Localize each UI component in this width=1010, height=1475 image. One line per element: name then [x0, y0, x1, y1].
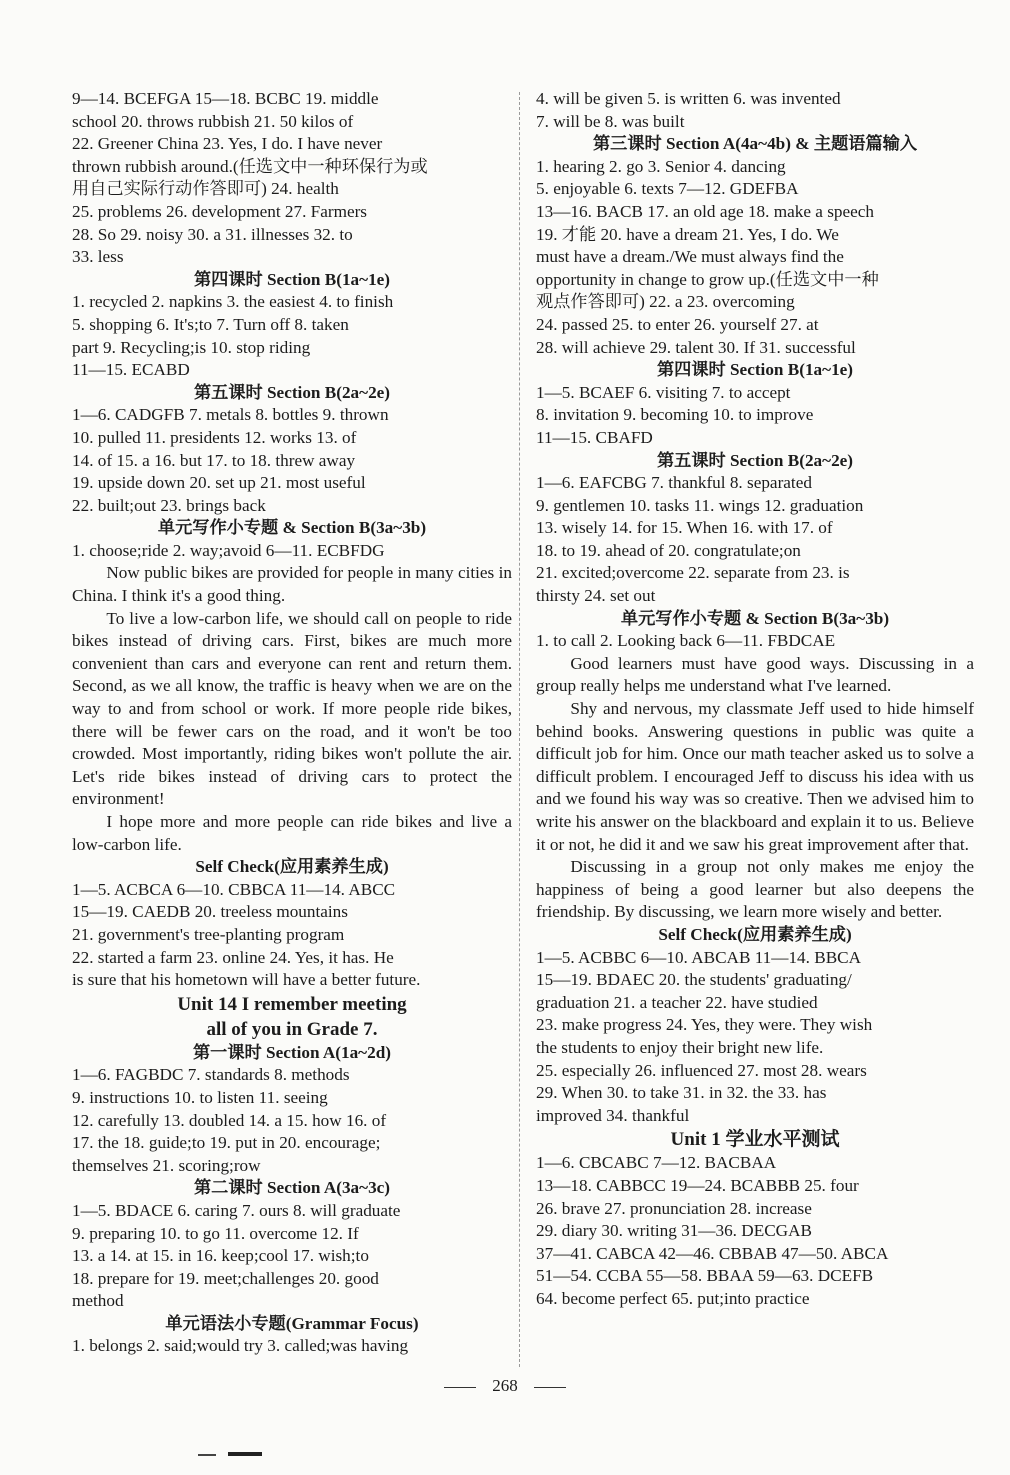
page-number: 268	[492, 1376, 518, 1395]
answer-line: 24. passed 25. to enter 26. yourself 27. at	[536, 314, 819, 334]
answer-line: 1—6. CBCABC 7—12. BACBAA	[536, 1153, 777, 1173]
answer-line: 37—41. CABCA 42—46. CBBAB 47—50. ABCA	[536, 1243, 889, 1263]
section-heading: 第五课时 Section B(2a~2e)	[656, 450, 854, 470]
answer-line: 1. choose;ride 2. way;avoid 6—11. ECBFDG	[72, 540, 385, 560]
section-heading: 第一课时 Section A(1a~2d)	[192, 1042, 391, 1062]
section-heading: 单元写作小专题 & Section B(3a~3b)	[157, 518, 427, 538]
answer-line: 5. enjoyable 6. texts 7—12. GDEFBA	[536, 179, 799, 199]
answer-line: 1—5. ACBCA 6—10. CBBCA 11—14. ABCC	[72, 879, 396, 899]
answer-line: 9. preparing 10. to go 11. overcome 12. If	[72, 1223, 359, 1243]
answer-line: 22. started a farm 23. online 24. Yes, it has. He	[72, 947, 394, 967]
answer-line: 13. a 14. at 15. in 16. keep;cool 17. wish;to	[72, 1246, 369, 1266]
answer-line: the students to enjoy their bright new life.	[536, 1037, 824, 1057]
answer-line: 28. will achieve 29. talent 30. If 31. successful	[536, 337, 856, 357]
footer-dash-left	[444, 1387, 476, 1388]
section-heading: 第三课时 Section A(4a~4b) & 主题语篇输入	[592, 134, 918, 154]
answer-line: 1—5. BCAEF 6. visiting 7. to accept	[536, 382, 791, 402]
answer-line: 33. less	[72, 247, 124, 267]
writing-paragraph: I hope more and more people can ride bikes and live a low-carbon life.	[72, 812, 512, 854]
right-column	[536, 88, 974, 1310]
section-heading: 单元语法小专题(Grammar Focus)	[165, 1313, 419, 1333]
writing-paragraph: Discussing in a group not only makes me enjoy the happiness of being a good learner but also deepens the friendship. By discussing, we learn more wisely and better.	[536, 857, 974, 922]
answer-line: 1—6. FAGBDC 7. standards 8. methods	[72, 1065, 350, 1085]
writing-paragraph: Shy and nervous, my classmate Jeff used to hide himself behind books. Answering questions in public was quite a difficult job for him. Once our math teacher asked us to solve a difficult problem. I encouraged Jeff to discuss his idea with us and we found his way was so creative. Then we advised him to write his answer on the blackboard and explain it to us. Believe it or not, he did it and we saw his great improvement after that.	[536, 699, 974, 854]
answer-line: 22. Greener China 23. Yes, I do. I have never	[72, 134, 383, 154]
section-heading: 第四课时 Section B(1a~1e)	[193, 269, 391, 289]
page-footer	[0, 1376, 1010, 1396]
writing-paragraph: To live a low-carbon life, we should call on people to ride bikes instead of driving cars. First, bikes are much more convenient than cars and everyone can rent and return them. Second, as we all know, the traffic is heavy when we are on the way to and from school or work. If more people ride bikes, there will be fewer cars on the road, and it won't be too crowded. Most importantly, riding bikes won't pollute the air. Let's ride bikes instead of driving cars to protect the environment!	[72, 608, 512, 809]
answer-line: 15—19. CAEDB 20. treeless mountains	[72, 902, 348, 922]
answer-line: improved 34. thankful	[536, 1105, 690, 1125]
answer-line: 21. government's tree-planting program	[72, 924, 345, 944]
answer-line: 1. hearing 2. go 3. Senior 4. dancing	[536, 156, 786, 176]
answer-line: 13—18. CABBCC 19—24. BCABBB 25. four	[536, 1175, 859, 1195]
answer-line: opportunity in change to grow up.(任选文中一种	[536, 269, 879, 289]
answer-line: 13. wisely 14. for 15. When 16. with 17. of	[536, 518, 833, 538]
answer-line: part 9. Recycling;is 10. stop riding	[72, 337, 311, 357]
answer-line: thirsty 24. set out	[536, 586, 656, 606]
answer-line: 17. the 18. guide;to 19. put in 20. encourage;	[72, 1133, 381, 1153]
answer-line: 1—6. CADGFB 7. metals 8. bottles 9. thrown	[72, 405, 389, 425]
answer-line: 9. gentlemen 10. tasks 11. wings 12. graduation	[536, 495, 864, 515]
answer-line: themselves 21. scoring;row	[72, 1155, 261, 1175]
answer-line: 1—5. ACBBC 6—10. ABCAB 11—14. BBCA	[536, 947, 862, 967]
answer-line: 19. 才能 20. have a dream 21. Yes, I do. We	[536, 224, 839, 244]
answer-line: 19. upside down 20. set up 21. most useful	[72, 473, 366, 493]
answer-line: 1. to call 2. Looking back 6—11. FBDCAE	[536, 631, 836, 651]
unit-heading: Unit 14 I remember meeting	[177, 993, 407, 1015]
section-heading: 第二课时 Section A(3a~3c)	[193, 1178, 391, 1198]
footer-dash-right	[534, 1387, 566, 1388]
answer-line: 25. problems 26. development 27. Farmers	[72, 201, 367, 221]
unit-heading: Unit 1 学业水平测试	[670, 1129, 840, 1151]
answer-line: 7. will be 8. was built	[536, 111, 685, 131]
answer-line: 25. especially 26. influenced 27. most 28. wears	[536, 1060, 867, 1080]
section-heading: 第五课时 Section B(2a~2e)	[193, 382, 391, 402]
column-divider	[519, 92, 520, 1367]
answer-line: thrown rubbish around.(任选文中一种环保行为或	[72, 156, 428, 176]
answer-line: 26. brave 27. pronunciation 28. increase	[536, 1198, 812, 1218]
scan-mark	[198, 1454, 216, 1456]
writing-paragraph: Now public bikes are provided for people in many cities in China. I think it's a good thing.	[72, 563, 512, 606]
answer-line: 9—14. BCEFGA 15—18. BCBC 19. middle	[72, 89, 379, 108]
section-heading: 单元写作小专题 & Section B(3a~3b)	[620, 608, 890, 628]
answer-line: 22. built;out 23. brings back	[72, 495, 266, 515]
answer-line: 64. become perfect 65. put;into practice	[536, 1288, 810, 1308]
answer-line: 9. instructions 10. to listen 11. seeing	[72, 1087, 328, 1107]
answer-line: 14. of 15. a 16. but 17. to 18. threw away	[72, 450, 356, 470]
answer-line: 23. make progress 24. Yes, they were. They wish	[536, 1015, 873, 1035]
scan-mark	[228, 1452, 262, 1456]
answer-line: 用自己实际行动作答即可) 24. health	[72, 179, 339, 199]
answer-line: 8. invitation 9. becoming 10. to improve	[536, 405, 814, 425]
answer-line: 10. pulled 11. presidents 12. works 13. of	[72, 427, 357, 447]
answer-line: graduation 21. a teacher 22. have studied	[536, 992, 818, 1012]
answer-line: 28. So 29. noisy 30. a 31. illnesses 32. to	[72, 224, 353, 244]
answer-line: 1. recycled 2. napkins 3. the easiest 4. to finish	[72, 292, 394, 312]
answer-line: must have a dream./We must always find the	[536, 247, 844, 267]
answer-line: 51—54. CCBA 55—58. BBAA 59—63. DCEFB	[536, 1266, 874, 1286]
answer-line: 1—5. BDACE 6. caring 7. ours 8. will graduate	[72, 1200, 401, 1220]
answer-line: 13—16. BACB 17. an old age 18. make a speech	[536, 201, 874, 221]
answer-line: method	[72, 1291, 124, 1311]
section-heading: Self Check(应用素养生成)	[195, 857, 389, 877]
writing-paragraph: Good learners must have good ways. Discussing in a group really helps me understand what I've learned.	[536, 653, 974, 696]
answer-line: 11—15. CBAFD	[536, 427, 653, 447]
answer-line: 15—19. BDAEC 20. the students' graduating/	[536, 970, 852, 990]
answer-line: 21. excited;overcome 22. separate from 23. is	[536, 563, 850, 583]
answer-line: 5. shopping 6. It's;to 7. Turn off 8. taken	[72, 314, 349, 334]
answer-line: 观点作答即可) 22. a 23. overcoming	[536, 292, 795, 312]
left-column	[72, 88, 512, 1358]
answer-line: 29. diary 30. writing 31—36. DECGAB	[536, 1221, 812, 1241]
answer-line: 18. prepare for 19. meet;challenges 20. good	[72, 1268, 379, 1288]
section-heading: Self Check(应用素养生成)	[658, 924, 852, 944]
answer-line: school 20. throws rubbish 21. 50 kilos of	[72, 111, 354, 131]
answer-line: 1—6. EAFCBG 7. thankful 8. separated	[536, 473, 812, 493]
answer-line: 4. will be given 5. is written 6. was invented	[536, 89, 841, 108]
answer-line: 11—15. ECABD	[72, 360, 190, 380]
answer-line: is sure that his hometown will have a better future.	[72, 970, 421, 990]
unit-heading: all of you in Grade 7.	[206, 1018, 378, 1040]
answer-line: 18. to 19. ahead of 20. congratulate;on	[536, 540, 801, 560]
section-heading: 第四课时 Section B(1a~1e)	[656, 360, 854, 380]
answer-line: 12. carefully 13. doubled 14. a 15. how 16. of	[72, 1110, 387, 1130]
answer-line: 1. belongs 2. said;would try 3. called;was having	[72, 1336, 409, 1356]
answer-line: 29. When 30. to take 31. in 32. the 33. has	[536, 1083, 827, 1103]
